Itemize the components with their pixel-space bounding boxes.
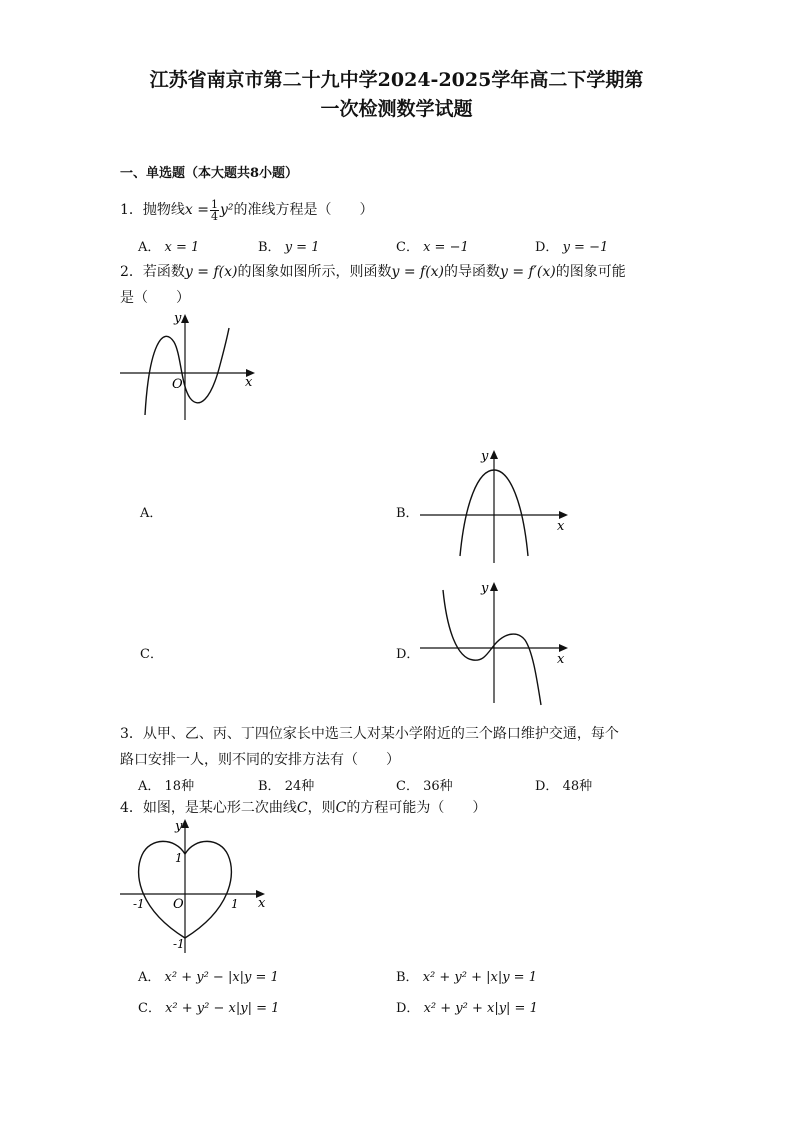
question-1-fraction: $\frac{1}{4}$ xyxy=(211,197,218,223)
q4-x-label: x xyxy=(258,896,266,911)
q4-option-c[interactable]: C． x² + y² − x|y| = 1 xyxy=(138,1001,280,1016)
q2-main-x-axis xyxy=(120,369,255,377)
question-1-lead: 抛物线 xyxy=(142,202,185,218)
question-2 xyxy=(120,260,626,284)
q4-y-label: y xyxy=(175,819,183,834)
q4-option-d[interactable]: D． x² + y² + x|y| = 1 xyxy=(396,1001,538,1016)
q2-main-origin-label: O xyxy=(172,377,183,392)
q2-main-x-label: x xyxy=(245,375,253,390)
q3-option-a[interactable]: A． 18种 xyxy=(138,779,195,794)
q1-option-a[interactable]: A． x = 1 xyxy=(138,240,200,255)
q2-main-graph xyxy=(115,310,260,425)
question-2-text-c: 的导函数 xyxy=(444,264,501,280)
q2-option-d[interactable]: D． xyxy=(396,647,420,662)
q2-main-y-axis xyxy=(181,314,189,420)
q4-tick-y-neg1: -1 xyxy=(173,937,185,951)
q4-option-b[interactable]: B． x² + y² + |x|y = 1 xyxy=(396,970,537,985)
question-3-line-1: 3．从甲、乙、丙、丁四位家长中选三人对某小学附近的三个路口维护交通，每个 xyxy=(120,726,619,742)
q2-option-d-x-label: x xyxy=(557,652,565,667)
q2-option-c[interactable]: C． xyxy=(140,647,163,662)
question-2-text-a: 若函数 xyxy=(142,264,185,280)
question-1-number: 1． xyxy=(120,202,143,218)
q3-option-b[interactable]: B． 24种 xyxy=(258,779,315,794)
q1-option-b[interactable]: B． y = 1 xyxy=(258,240,320,255)
q3-option-d[interactable]: D． 48种 xyxy=(535,779,593,794)
q4-tick-x-pos1: 1 xyxy=(231,897,239,911)
q1-option-d[interactable]: D． y = −1 xyxy=(535,240,609,255)
q2-option-b[interactable]: B． xyxy=(396,506,419,521)
q1-option-c[interactable]: C． x = −1 xyxy=(396,240,469,255)
question-2-func-1: y = f(x) xyxy=(184,264,238,280)
question-1 xyxy=(120,198,374,222)
question-3-line-2: 路口安排一人，则不同的安排方法有（ ） xyxy=(120,752,400,768)
q4-origin-label: O xyxy=(173,897,184,912)
q4-tick-y-pos1: 1 xyxy=(175,851,183,865)
document-title xyxy=(100,66,693,124)
q4-tick-x-neg1: -1 xyxy=(133,897,145,911)
q2-option-b-y-label: y xyxy=(481,449,489,464)
question-1-eq-rhs: y² xyxy=(220,202,234,218)
question-1-tail: 的准线方程是（ ） xyxy=(233,202,374,218)
question-4-curve-c: C xyxy=(296,800,308,816)
q2-main-y-label: y xyxy=(174,311,182,326)
q4-y-axis xyxy=(181,819,189,953)
question-2-text-d: 的图象可能 xyxy=(555,264,626,280)
q3-option-c[interactable]: C． 36种 xyxy=(396,779,453,794)
q4-option-a[interactable]: A． x² + y² − |x|y = 1 xyxy=(138,970,279,985)
q2-option-b-x-label: x xyxy=(557,519,565,534)
title-line-2: 一次检测数学试题 xyxy=(320,98,473,120)
question-2-func-3: y = f′(x) xyxy=(500,264,556,280)
q2-option-d-graph[interactable] xyxy=(415,580,575,705)
question-4-curve-c-2: C xyxy=(335,800,347,816)
section-heading: 一、单选题（本大题共8小题） xyxy=(120,166,299,181)
title-line-1: 江苏省南京市第二十九中学2024-2025学年高二下学期第 xyxy=(149,69,644,91)
question-2-text-b: 的图象如图所示，则函数 xyxy=(237,264,392,280)
q2-main-curve xyxy=(145,328,229,415)
question-2-number: 2． xyxy=(120,264,143,280)
question-4: 4．如图，是某心形二次曲线C，则C的方程可能为（ ） xyxy=(120,800,487,816)
question-1-eq-lhs: x = xyxy=(184,202,209,218)
q2-option-b-graph[interactable] xyxy=(415,448,575,563)
q2-option-a[interactable]: A． xyxy=(140,506,163,521)
question-2-func-2: y = f(x) xyxy=(391,264,445,280)
question-2-line-2: 是（ ） xyxy=(120,290,190,306)
q2-option-d-y-label: y xyxy=(481,581,489,596)
q4-heart-graph xyxy=(115,815,275,955)
